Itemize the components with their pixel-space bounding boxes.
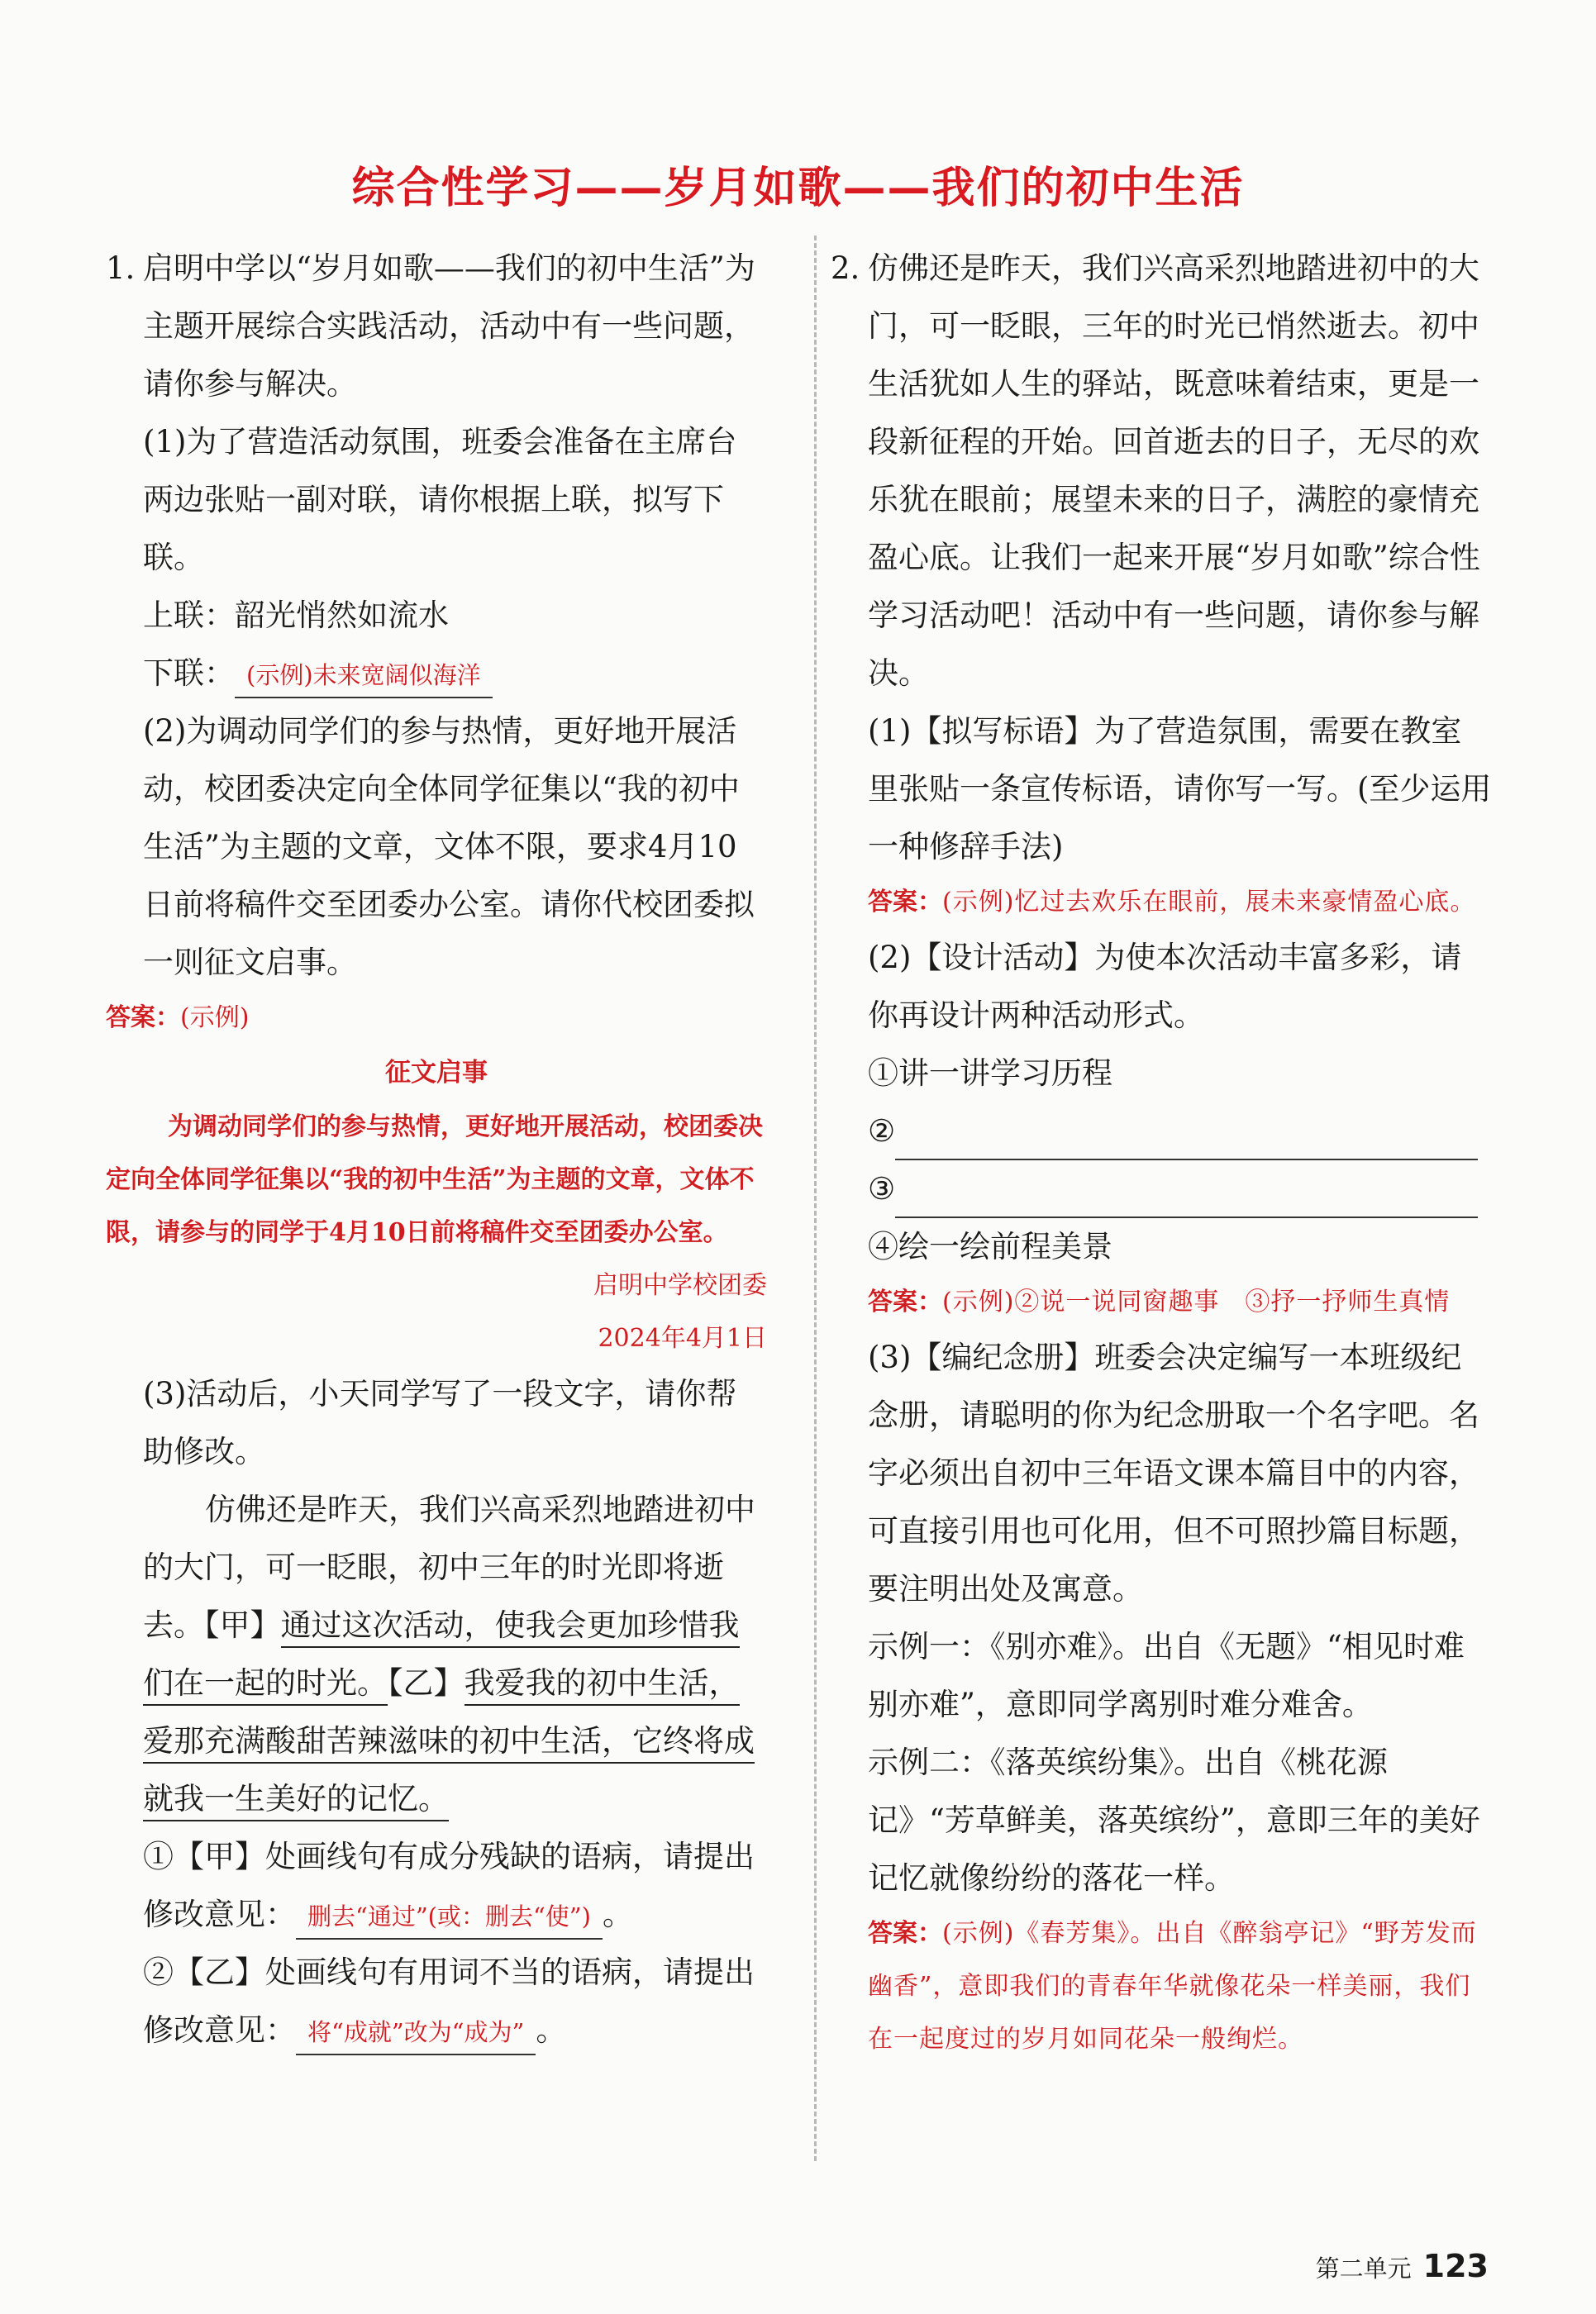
answer1-text: (示例)忆过去欢乐在眼前，展未来豪情盈心底。 <box>942 888 1476 917</box>
q1-stem <box>106 240 767 413</box>
column-divider <box>814 236 817 2161</box>
q2-stem-text: 仿佛还是昨天，我们兴高采烈地踏进初中的大门，可一眨眼，三年的时光已悄然逝去。初中生活犹如人生的驿站，既意味着结束，更是一段新征程的开始。回首逝去的日子，无尽的欢乐犹在眼前；展望未来的日子，满腔的豪情充盈心底。让我们一起来开展“岁月如歌”综合性学习活动吧！活动中有一些问题，请你参与解决。 <box>868 250 1480 691</box>
sub1-period: 。 <box>602 1897 633 1932</box>
item3-marker: ③ <box>868 1171 896 1207</box>
q2-answer1 <box>831 876 1492 929</box>
right-column <box>831 240 1492 2066</box>
example-1: 示例一：《别亦难》。出自《无题》“相见时难别亦难”，意即同学离别时难分难舍。 <box>868 1629 1465 1722</box>
sentence-yi: 我爱我的初中生活，爱那充满酸甜苦辣滋味的初中生活，它终将成就我一生美好的记忆。 <box>143 1665 755 1821</box>
mark-jia: 【甲】 <box>204 1607 281 1643</box>
answer-label: 答案： <box>868 888 942 917</box>
q1-upper-couplet <box>106 587 767 645</box>
example-2: 示例二：《落英缤纷集》。出自《桃花源记》“芳草鲜美，落英缤纷”，意即三年的美好记忆就像纷纷的落花一样。 <box>868 1745 1480 1896</box>
lower-answer: (示例)未来宽阔似海洋 <box>235 654 493 698</box>
q1-part2: (2)为调动同学们的参与热情，更好地开展活动，校团委决定向全体同学征集以“我的初中生活”为主题的文章，文体不限，要求4月10日前将稿件交至团委办公室。请你代校团委拟一则征文启事。 <box>143 713 755 980</box>
sub2-period: 。 <box>536 2012 567 2048</box>
blank-line[interactable] <box>895 1119 1478 1160</box>
activity-item-3 <box>831 1160 1492 1218</box>
answer-example: (示例) <box>180 1003 250 1032</box>
unit-label: 第二单元 <box>1315 2254 1412 2283</box>
sub1-text: ①【甲】处画线句有成分残缺的语病，请提出修改意见： <box>143 1839 755 1932</box>
page-number: 123 <box>1422 2248 1489 2284</box>
blank-line[interactable] <box>895 1177 1478 1218</box>
passage-text: 仿佛还是昨天，我们兴高采烈地踏进初中的大门，可一眨眼，初中三年的时光即将逝去。 <box>143 1492 755 1643</box>
answer-label: 答案： <box>106 1003 180 1032</box>
answer3-text: (示例)《春芳集》。出自《醉翁亭记》“野芳发而幽香”，意即我们的青春年华就像花朵一样美丽，我们在一起度过的岁月如同花朵一般绚烂。 <box>868 1919 1477 2054</box>
q1-part1: (1)为了营造活动氛围，班委会准备在主席台两边张贴一副对联，请你根据上联，拟写下联。 <box>143 424 737 575</box>
q2-part2: (2)【设计活动】为使本次活动丰富多彩，请你再设计两种活动形式。 <box>868 940 1462 1033</box>
q2-answer3 <box>831 1907 1492 2066</box>
page-title: 综合性学习——岁月如歌——我们的初中生活 <box>351 164 1245 213</box>
q2-number: 2. <box>831 250 860 286</box>
q1-sub2 <box>106 1944 767 2059</box>
page-footer <box>1316 2248 1489 2284</box>
q1-passage <box>106 1481 767 1828</box>
upper-label: 上联： <box>143 598 235 633</box>
answer-label: 答案： <box>868 1288 942 1317</box>
q2-part3: (3)【编纪念册】班委会决定编写一本班级纪念册，请聪明的你为纪念册取一个名字吧。名字必须出自初中三年语文课本篇目中的内容，可直接引用也可化用，但不可照抄篇目标题，要注明出处及寓意。 <box>868 1340 1479 1607</box>
q2-stem <box>831 240 1492 702</box>
answer2-text: (示例)②说一说同窗趣事 ③抒一抒师生真情 <box>942 1288 1451 1317</box>
notice-title: 征文启事 <box>385 1058 488 1088</box>
lower-label: 下联： <box>143 655 235 691</box>
sub2-answer: 将“成就”改为“成为” <box>296 2011 536 2055</box>
upper-couplet: 韶光悄然如流水 <box>235 598 449 633</box>
activity-item-4: ④绘一绘前程美景 <box>868 1229 1112 1264</box>
q2-part1: (1)【拟写标语】为了营造氛围，需要在教室里张贴一条宣传标语，请你写一写。(至少运用一种修辞手法) <box>868 713 1492 864</box>
activity-item-2 <box>831 1102 1492 1160</box>
q2-answer2 <box>831 1276 1492 1329</box>
notice-date: 2024年4月1日 <box>598 1324 767 1353</box>
sentence-jia: 通过这次活动，使我会更加珍惜我们在一起的时光。 <box>143 1607 740 1706</box>
left-column <box>106 240 767 2059</box>
q1-sub1 <box>106 1828 767 1944</box>
answer-label: 答案： <box>868 1919 942 1948</box>
sub1-answer: 删去“通过”(或：删去“使”) <box>296 1895 603 1940</box>
q1-lower-couplet <box>106 645 767 702</box>
mark-yi: 【乙】 <box>388 1665 465 1701</box>
notice-signature: 启明中学校团委 <box>593 1271 767 1300</box>
notice-body: 为调动同学们的参与热情，更好地开展活动，校团委决定向全体同学征集以“我的初中生活”为主题的文章，文体不限，请参与的同学于4月10日前将稿件交至团委办公室。 <box>106 1112 763 1247</box>
sub2-text: ②【乙】处画线句有用词不当的语病，请提出修改意见： <box>143 1955 755 2048</box>
q1-answer-header <box>106 992 767 1045</box>
q1-stem-text: 启明中学以“岁月如歌——我们的初中生活”为主题开展综合实践活动，活动中有一些问题，请你参与解决。 <box>143 250 755 402</box>
activity-item-1: ①讲一讲学习历程 <box>868 1055 1112 1091</box>
q1-number: 1. <box>106 250 136 286</box>
item2-marker: ② <box>868 1113 896 1149</box>
q1-part3: (3)活动后，小天同学写了一段文字，请你帮助修改。 <box>143 1376 737 1469</box>
